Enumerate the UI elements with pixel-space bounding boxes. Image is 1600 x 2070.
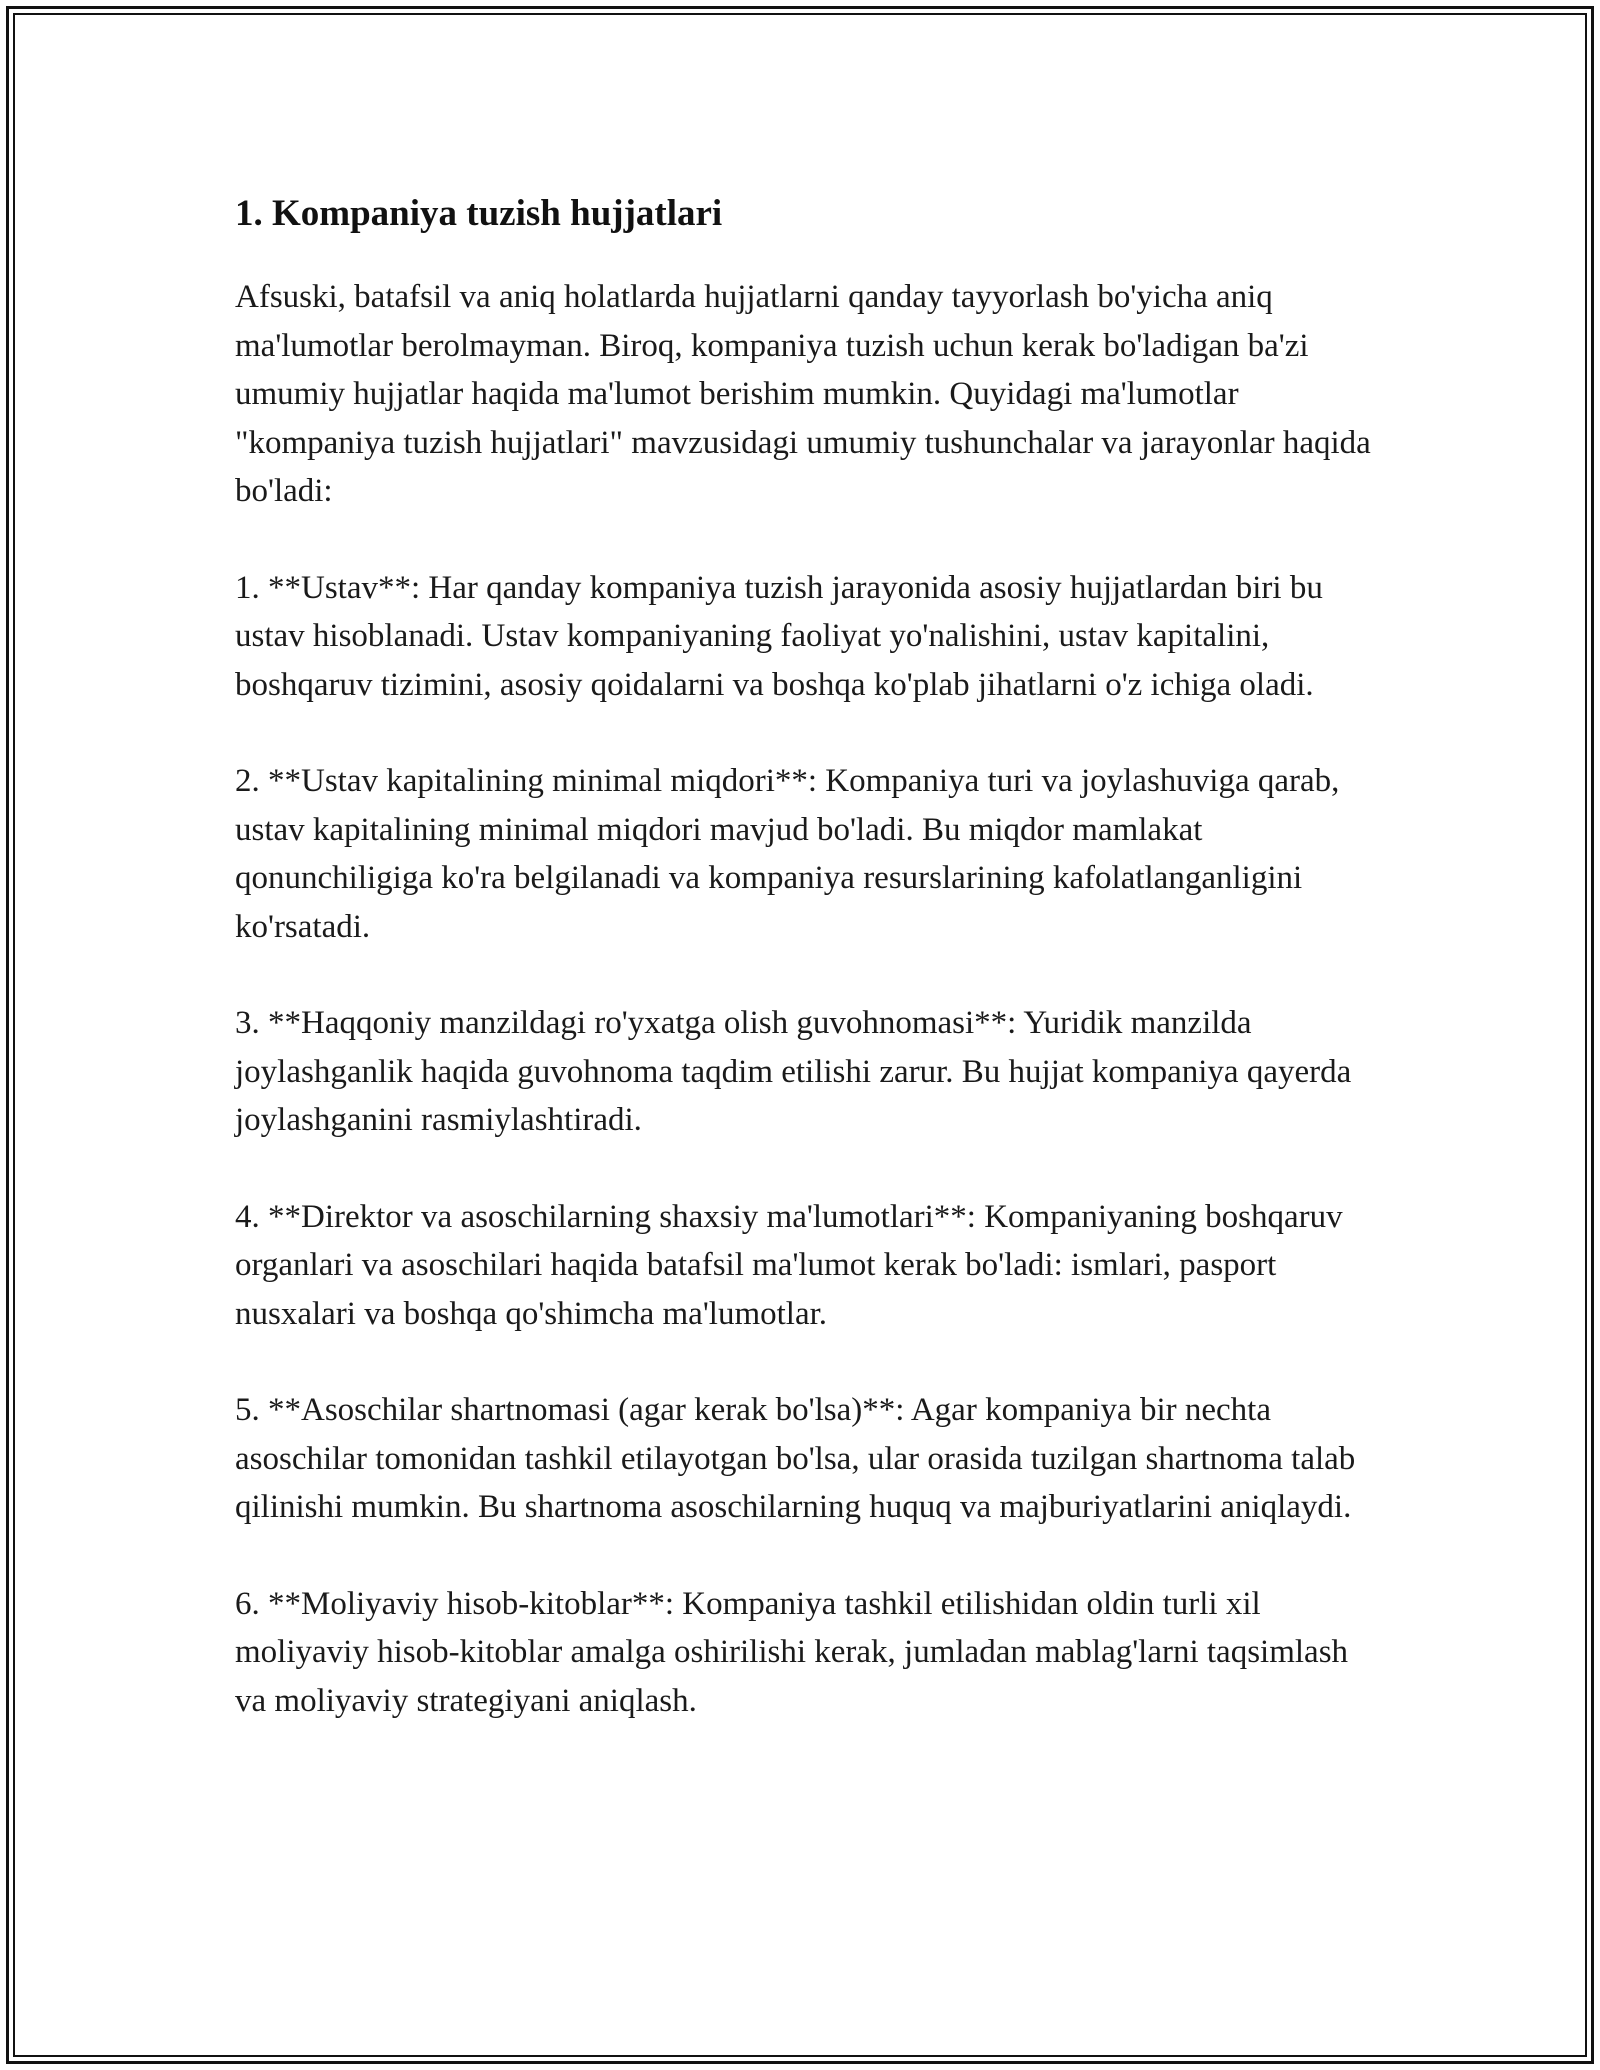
list-item-asoschilar-shartnomasi: 5. **Asoschilar shartnomasi (agar kerak bo'lsa)**: Agar kompaniya bir nechta asoschilar tomonidan tashkil etilayotgan bo'lsa, ular orasida tuzilgan shartnoma talab qilinishi mumkin. Bu shartnoma asoschilarning huquq va majburiyatlarini aniqlaydi. bbox=[235, 1392, 1356, 1525]
list-item-guvohnoma: 3. **Haqqoniy manzildagi ro'yxatga olish guvohnomasi**: Yuridik manzilda joylashganlik haqida guvohnoma taqdim etilishi zarur. Bu hujjat kompaniya qayerda joylashganini rasmiylashtiradi. bbox=[235, 1005, 1352, 1138]
intro-paragraph: Afsuski, batafsil va aniq holatlarda hujjatlarni qanday tayyorlash bo'yicha aniq ma'lumotlar berolmayman. Biroq, kompaniya tuzish uchun kerak bo'ladigan ba'zi umumiy hujjatlar haqida ma'lumot berishim mumkin. Quyidagi ma'lumotlar "kompaniya tuzish hujjatlari" mavzusidagi umumiy tushunchalar va jarayonlar haqida bo'ladi: bbox=[235, 279, 1371, 509]
list-item-ustav-kapitali: 2. **Ustav kapitalining minimal miqdori**: Kompaniya turi va joylashuviga qarab, ustav kapitalining minimal miqdori mavjud bo'ladi. Bu miqdor mamlakat qonunchiligiga ko'ra belgilanadi va kompaniya resurslarining kafolatlanganligini ko'rsatadi. bbox=[235, 763, 1340, 945]
document-body bbox=[235, 185, 1375, 1773]
list-item-ustav: 1. **Ustav**: Har qanday kompaniya tuzish jarayonida asosiy hujjatlardan biri bu ustav hisoblanadi. Ustav kompaniyaning faoliyat yo'nalishini, ustav kapitalini, boshqaruv tizimini, asosiy qoidalarni va boshqa ko'plab jihatlarni o'z ichiga oladi. bbox=[235, 569, 1323, 703]
list-item-shaxsiy-malumotlar: 4. **Direktor va asoschilarning shaxsiy ma'lumotlari**: Kompaniyaning boshqaruv organlari va asoschilari haqida batafsil ma'lumot kerak bo'ladi: ismlari, pasport nusxalari va boshqa qo'shimcha ma'lumotlar. bbox=[235, 1198, 1343, 1332]
document-heading: 1. Kompaniya tuzish hujjatlari bbox=[235, 193, 723, 234]
list-item-moliyaviy-hisob: 6. **Moliyaviy hisob-kitoblar**: Kompaniya tashkil etilishidan oldin turli xil moliyaviy hisob-kitoblar amalga oshirilishi kerak, jumladan mablag'larni taqsimlash va moliyaviy strategiyani aniqlash. bbox=[235, 1585, 1349, 1719]
